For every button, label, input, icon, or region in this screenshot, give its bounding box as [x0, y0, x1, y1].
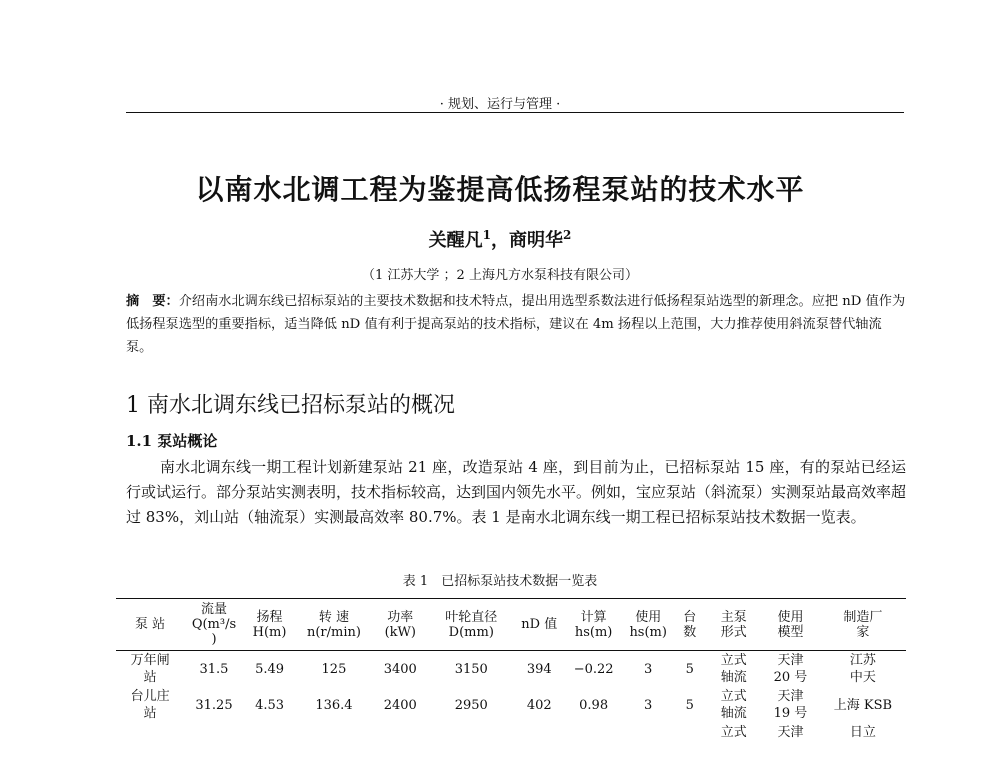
- column-header: 计算 hs(m): [564, 599, 623, 651]
- table-cell: 3: [644, 697, 653, 713]
- abstract-label: 摘 要：: [126, 294, 179, 309]
- column-header: 使用 hs(m): [623, 599, 673, 651]
- table-cell: 3400: [383, 661, 417, 677]
- table-cell: 日立: [849, 725, 876, 740]
- column-header: nD 值: [515, 599, 564, 651]
- table-cell: [515, 723, 564, 742]
- section-heading: 1 南水北调东线已招标泵站的概况: [126, 393, 455, 418]
- journal-section-label: · 规划、运行与管理 ·: [439, 97, 561, 112]
- table-cell: 万年闸 站: [130, 653, 170, 685]
- table-cell: 天津 20 号: [773, 653, 808, 685]
- table-cell: [373, 723, 428, 742]
- table-cell: 江苏 中天: [849, 653, 876, 685]
- column-header: 制造厂 家: [820, 599, 906, 651]
- table-cell: 立式: [720, 725, 747, 740]
- table-cell: 3150: [454, 661, 488, 677]
- body-paragraph: 南水北调东线一期工程计划新建泵站 21 座，改造泵站 4 座，到目前为止，已招标泵站 15 座，有的泵站已经运行或试运行。部分泵站实测表明，技术指标较高，达到国内领先水平。例如，宝应泵站（斜流泵）实测泵站最高效率超过 83%，刘山站（轴流泵）实测最高效率 80.7%。表 1 是南水北调东线一期工程已招标泵站技术数据一览表。: [126, 458, 907, 526]
- author-name: 商明华: [509, 230, 563, 251]
- affiliation: （1 江苏大学 ；2 上海凡方水泵科技有限公司）: [362, 268, 638, 283]
- column-header: 流量 Q(m³/s ): [184, 599, 244, 651]
- table-cell: 4.53: [255, 697, 285, 713]
- table-cell: 5.49: [255, 661, 285, 677]
- table-header-row: [116, 599, 906, 651]
- table-cell: 台儿庄 站: [130, 689, 170, 721]
- table-cell: 402: [526, 697, 552, 713]
- data-table: [116, 598, 906, 742]
- table-row: [116, 723, 906, 742]
- table-cell: [295, 723, 372, 742]
- table-row: [116, 687, 906, 723]
- column-header: 使用 模型: [761, 599, 820, 651]
- author-mark: 1: [482, 228, 491, 242]
- table-cell: 2950: [454, 697, 488, 713]
- author-name: 关醒凡: [428, 230, 483, 251]
- table-row: [116, 651, 906, 688]
- subsection-heading: 1.1 泵站概论: [126, 432, 218, 450]
- column-header: 叶轮直径 D(mm): [428, 599, 515, 651]
- table-cell: 2400: [383, 697, 417, 713]
- table-cell: [184, 723, 244, 742]
- table-cell: 立式 轴流: [720, 689, 747, 721]
- column-header: 泵 站: [116, 599, 184, 651]
- table-cell: 立式 轴流: [720, 653, 747, 685]
- table-caption: 表 1 已招标泵站技术数据一览表: [402, 574, 598, 589]
- table-cell: [623, 723, 673, 742]
- table-cell: [116, 723, 184, 742]
- author-line: [0, 226, 1000, 252]
- table-cell: [428, 723, 515, 742]
- table-cell: [564, 723, 623, 742]
- table-cell: 5: [685, 661, 694, 677]
- table-cell: 天津: [777, 725, 804, 740]
- table-cell: 31.5: [199, 661, 229, 677]
- table-cell: 136.4: [315, 697, 353, 713]
- author-separator: ，: [491, 230, 509, 251]
- table-cell: −0.22: [573, 661, 614, 677]
- column-header: 转 速 n(r/min): [295, 599, 372, 651]
- abstract: [126, 290, 906, 359]
- column-header: 主泵 形式: [706, 599, 761, 651]
- column-header: 功率 (kW): [373, 599, 428, 651]
- table-cell: 0.98: [579, 697, 609, 713]
- header-rule: [126, 112, 904, 113]
- column-header: 台 数: [673, 599, 706, 651]
- abstract-text: 介绍南水北调东线已招标泵站的主要技术数据和技术特点，提出用选型系数法进行低扬程泵站选型的新理念。应把 nD 值作为低扬程泵选型的重要指标，适当降低 nD 值有利于提高泵站的技术指标，建议在 4m 扬程以上范围，大力推荐使用斜流泵替代轴流泵。: [126, 294, 906, 355]
- table-cell: 天津 19 号: [773, 689, 808, 721]
- table-cell: 上海 KSB: [833, 697, 893, 713]
- table-cell: [244, 723, 296, 742]
- table-cell: [673, 723, 706, 742]
- table-cell: 31.25: [195, 697, 233, 713]
- table-cell: 394: [526, 661, 552, 677]
- author-mark: 2: [563, 228, 572, 242]
- column-header: 扬程 H(m): [244, 599, 296, 651]
- article-title: 以南水北调工程为鉴提高低扬程泵站的技术水平: [195, 173, 805, 206]
- table-cell: 3: [644, 661, 653, 677]
- table-cell: 125: [321, 661, 347, 677]
- table-cell: 5: [685, 697, 694, 713]
